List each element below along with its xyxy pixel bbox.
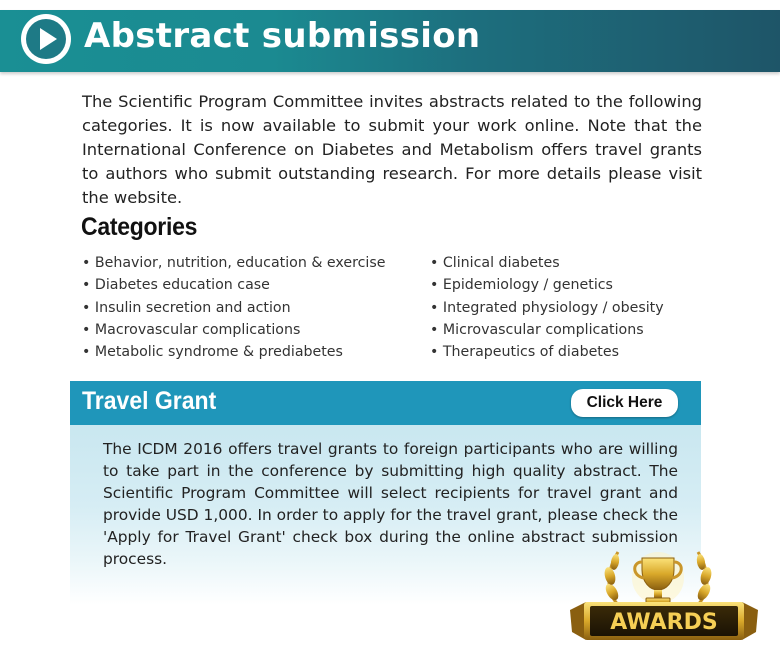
intro-paragraph: The Scientific Program Committee invites abstracts related to the following categories. It is now available to submit your work online. Note that the International Conference on Diabetes and Metabolism offers travel grants to authors who submit outstanding research. For more details please visit the website. (82, 92, 702, 207)
category-item: • Therapeutics of diabetes (430, 341, 664, 363)
page-title: Abstract submission (84, 16, 481, 56)
categories-list-left (82, 252, 385, 363)
category-item: • Insulin secretion and action (82, 297, 385, 319)
travel-grant-header (70, 381, 701, 425)
category-item: • Microvascular complications (430, 319, 664, 341)
category-item: • Clinical diabetes (430, 252, 664, 274)
categories-list-right (430, 252, 664, 363)
travel-grant-text: The ICDM 2016 offers travel grants to foreign participants who are willing to take part in the conference by submitting high quality abstract. The Scientific Program Committee will select recipients for travel grant and provide USD 1,000. In order to apply for the travel grant, please check the 'Apply for Travel Grant' check box during the online abstract submission process. (103, 440, 678, 568)
travel-grant-title: Travel Grant (82, 387, 217, 415)
laurel-right-icon (690, 552, 713, 610)
awards-badge (566, 540, 762, 652)
trophy-icon (632, 552, 684, 605)
categories-heading: Categories (81, 213, 198, 241)
category-item: • Behavior, nutrition, education & exercise (82, 252, 385, 274)
category-item: • Macrovascular complications (82, 319, 385, 341)
awards-label: AWARDS (610, 610, 718, 635)
header-banner (0, 10, 780, 72)
laurel-left-icon (603, 552, 626, 610)
category-item: • Metabolic syndrome & prediabetes (82, 341, 385, 363)
play-triangle (40, 28, 57, 50)
category-item: • Integrated physiology / obesity (430, 297, 664, 319)
category-item: • Diabetes education case (82, 274, 385, 296)
awards-plate (570, 602, 758, 640)
click-here-button[interactable]: Click Here (571, 389, 678, 417)
category-item: • Epidemiology / genetics (430, 274, 664, 296)
